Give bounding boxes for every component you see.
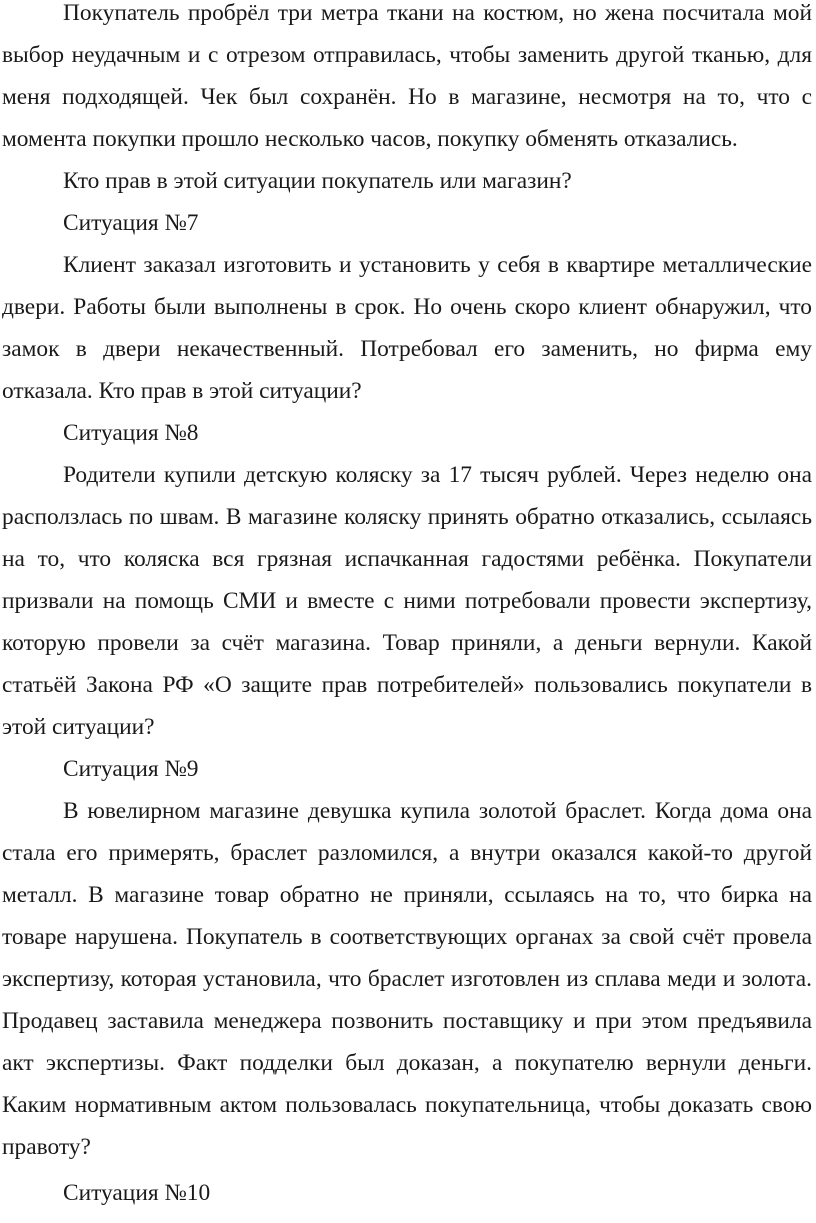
heading-situation-10: Ситуация №10 [63, 1180, 211, 1206]
paragraph-metal-doors: Клиент заказал изготовить и установить у себя в квартире металлические двери. Работы были выполнены в срок. Но очень скоро клиент обнаружил, что замок в двери некачественный. Потребовал его заменить, но фирма ему отказала. Кто прав в этой ситуации? [2, 252, 812, 404]
heading-situation-8: Ситуация №8 [63, 420, 199, 446]
heading-situation-9: Ситуация №9 [63, 756, 199, 782]
heading-situation-7: Ситуация №7 [63, 210, 199, 236]
paragraph-gold-bracelet: В ювелирном магазине девушка купила золотой браслет. Когда дома она стала его примерять, браслет разломился, а внутри оказался какой-то другой металл. В магазине товар обратно не приняли, ссылаясь на то, что бирка на товаре нарушена. Покупатель в соответствующих органах за свой счёт провела экспертизу, которая установила, что браслет изготовлен из сплава меди и золота. Продавец заставила менеджера позвонить поставщику и при этом предъявила акт экспертизы. Факт подделки был доказан, а покупателю вернули деньги. Каким нормативным актом пользовалась покупательница, чтобы доказать свою правоту? [2, 798, 812, 1160]
paragraph-fabric-purchase: Покупатель пробрёл три метра ткани на костюм, но жена посчитала мой выбор неудачным и с отрезом отправилась, чтобы заменить другой тканью, для меня подходящей. Чек был сохранён. Но в магазине, несмотря на то, что с момента покупки прошло несколько часов, покупку обменять отказались. [2, 0, 812, 152]
document-page [2, 0, 812, 1214]
paragraph-question-who-is-right: Кто прав в этой ситуации покупатель или магазин? [63, 168, 572, 194]
paragraph-baby-stroller: Родители купили детскую коляску за 17 тысяч рублей. Через неделю она расползлась по швам. В магазине коляску принять обратно отказались, ссылаясь на то, что коляска вся грязная испачканная гадостями ребёнка. Покупатели призвали на помощь СМИ и вместе с ними потребовали провести экспертизу, которую провели за счёт магазина. Товар приняли, а деньги вернули. Какой статьёй Закона РФ «О защите прав потребителей» пользовались покупатели в этой ситуации? [2, 462, 812, 740]
